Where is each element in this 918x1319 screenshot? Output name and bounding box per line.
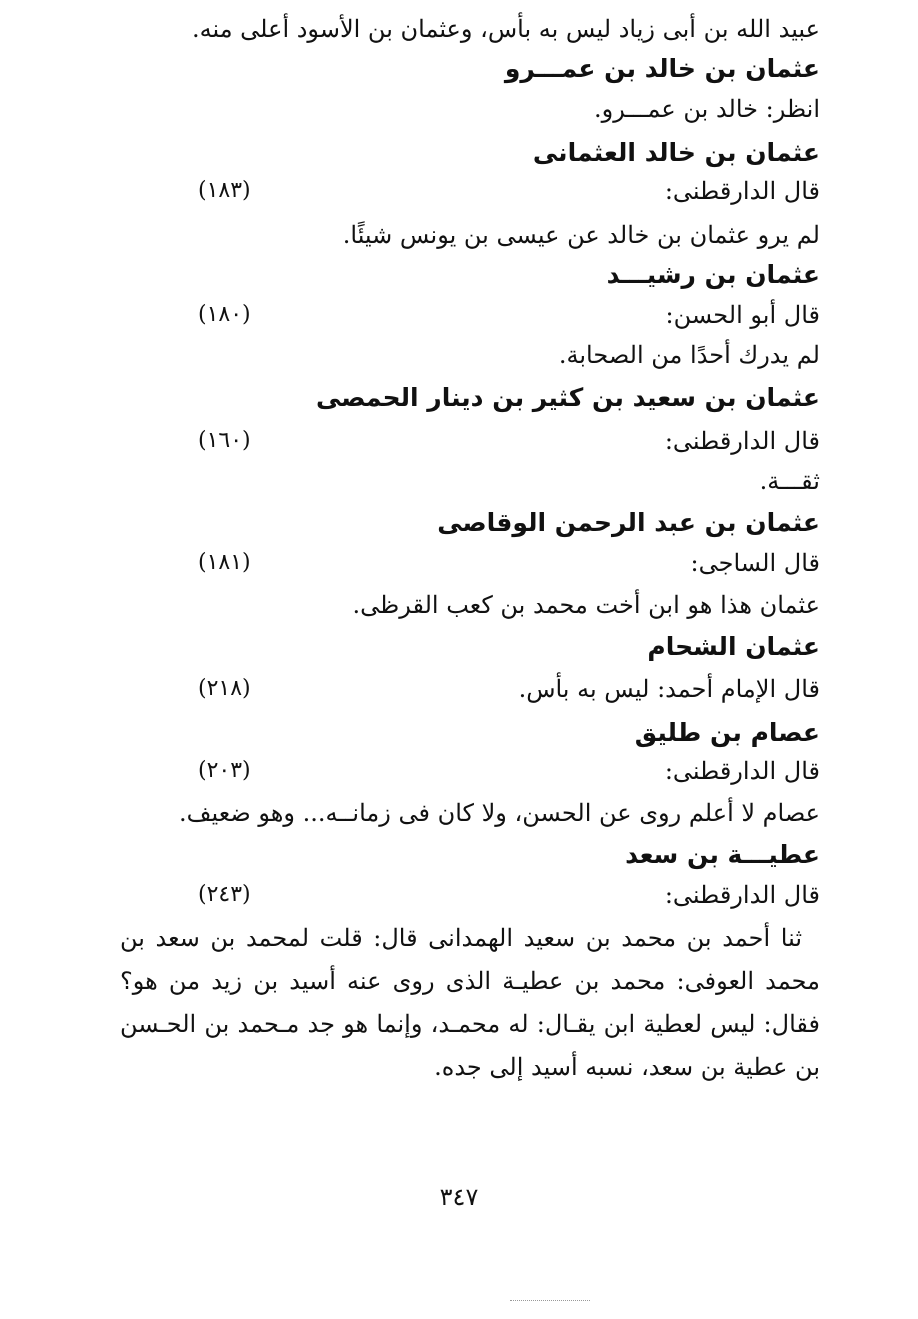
paragraph-text: ثنا أحمد بن محمد بن سعيد الهمدانى قال: قلت لمحمد بن سعد بن محمد العوفى: محمد بن عطيـة الذى روى عنه أسيد بن زيد من هو؟ فقال: ليس لعطية ابن يقـال: له محمـد، وإنما هو جد مـحمد بن الحـسن بن عطية بن سعد، نسبه أسيد إلى جده.	[120, 924, 820, 1081]
reference-number: (١٦٠)	[198, 428, 251, 453]
entry-line: عصام لا أعلم روى عن الحسن، ولا كان فى زمانــه... وهو ضعيف.	[179, 799, 820, 827]
entry-line: قال الساجى:	[690, 549, 820, 577]
reference-number: (١٨٠)	[198, 302, 251, 327]
reference-number: (١٨٣)	[198, 178, 251, 203]
entry-line: عبيد الله بن أبى زياد ليس به بأس، وعثمان بن الأسود أعلى منه.	[191, 15, 820, 43]
reference-number: (٢٤٣)	[198, 882, 251, 907]
page-number: ٣٤٧	[439, 1183, 479, 1211]
entry-heading: عثمان بن رشيـــد	[606, 260, 820, 289]
entry-line: قال الدارقطنى:	[664, 177, 820, 205]
entry-line: قال أبو الحسن:	[665, 301, 820, 329]
entry-line: قال الدارقطنى:	[664, 757, 820, 785]
entry-line: عثمان هذا هو ابن أخت محمد بن كعب القرظى.	[352, 591, 820, 619]
entry-line: لم يدرك أحدًا من الصحابة.	[558, 341, 820, 369]
reference-number: (٢١٨)	[198, 676, 251, 701]
closing-paragraph	[120, 917, 820, 1089]
entry-heading: عثمان الشحام	[647, 632, 820, 661]
entry-heading: عصام بن طليق	[634, 718, 820, 747]
entry-heading: عطيـــة بن سعد	[625, 840, 820, 869]
entry-line: قال الإمام أحمد: ليس به بأس.	[518, 675, 820, 703]
entry-line: قال الدارقطنى:	[664, 427, 820, 455]
entry-heading: عثمان بن خالد بن عمـــرو	[504, 54, 820, 83]
entry-line: انظر: خالد بن عمـــرو.	[593, 95, 820, 123]
reference-number: (٢٠٣)	[198, 758, 251, 783]
entry-heading: عثمان بن سعيد بن كثير بن دينار الحمصى	[315, 383, 820, 412]
entry-line: قال الدارقطنى:	[664, 881, 820, 909]
entry-heading: عثمان بن عبد الرحمن الوقاصى	[437, 508, 820, 537]
entry-line: ثقـــة.	[759, 467, 820, 495]
entry-heading: عثمان بن خالد العثمانى	[532, 138, 820, 167]
entry-line: لم يرو عثمان بن خالد عن عيسى بن يونس شيئًا.	[342, 221, 820, 249]
scan-artifact	[510, 1300, 590, 1302]
reference-number: (١٨١)	[198, 550, 251, 575]
